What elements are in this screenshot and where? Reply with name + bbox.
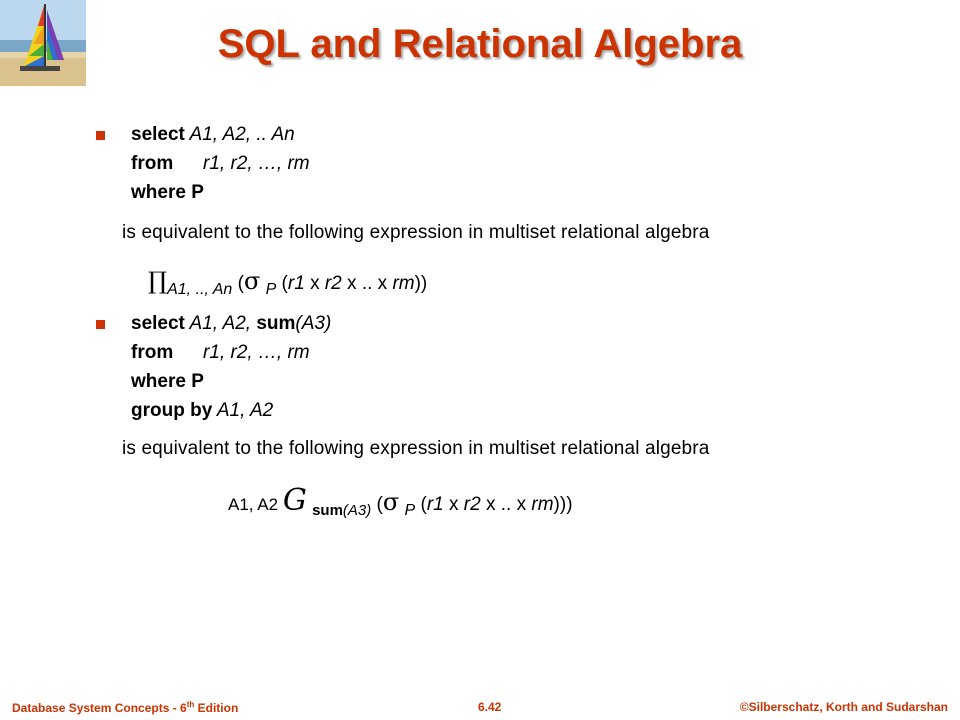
relation-rm: rm [392, 273, 415, 294]
relation-r2: r2 [324, 273, 342, 294]
paren: )) [414, 273, 428, 294]
sql-from-line [131, 153, 310, 175]
paren: ( [371, 494, 383, 515]
product-op: x .. x [480, 494, 532, 515]
footer-book-title [12, 700, 238, 715]
sql-where-line [131, 371, 204, 393]
select-args: A1, A2, [184, 313, 257, 334]
equivalence-sentence-1: is equivalent to the following expression in multiset relational algebra [122, 222, 710, 243]
paren: ( [415, 494, 427, 515]
paren: ( [276, 273, 288, 294]
product-op: x [443, 494, 464, 515]
relation-rm: rm [531, 494, 554, 515]
equivalence-sentence-2: is equivalent to the following expression in multiset relational algebra [122, 438, 710, 459]
relational-algebra-expression-1 [148, 268, 427, 298]
paren: ))) [553, 494, 573, 515]
from-keyword: from [131, 342, 174, 363]
selection-symbol: σ [382, 488, 400, 516]
product-op: x [304, 273, 325, 294]
footer-page-number: 6.42 [478, 700, 502, 714]
from-keyword: from [131, 153, 174, 174]
sum-keyword: sum [256, 313, 296, 334]
sum-args: (A3) [295, 313, 332, 334]
sql-from-line [131, 342, 310, 364]
selection-predicate: P [404, 502, 416, 519]
relational-algebra-expression-2 [228, 483, 573, 519]
slide-title: SQL and Relational Algebra [217, 22, 743, 66]
sum-keyword: sum [312, 502, 343, 519]
sql-group-by-line [131, 400, 273, 422]
square-bullet-icon [96, 131, 105, 140]
projection-attributes: A1, .., An [167, 281, 233, 298]
sql-select-line [131, 124, 295, 146]
paren: ( [232, 273, 244, 294]
sum-args: (A3) [342, 502, 372, 519]
square-bullet-icon [96, 320, 105, 329]
grouping-attributes: A1, A2 [228, 495, 283, 514]
group-by-keyword: group by [131, 400, 213, 421]
from-args: r1, r2, …, rm [203, 342, 310, 363]
selection-predicate: P [265, 281, 277, 298]
sql-select-line [131, 313, 331, 335]
relation-r1: r1 [287, 273, 305, 294]
selection-symbol: σ [243, 267, 261, 295]
select-keyword: select [131, 313, 185, 334]
select-keyword: select [131, 124, 185, 145]
footer-book-name: Database System Concepts - 6 [12, 701, 187, 715]
footer-edition-sup: th [186, 700, 195, 709]
relation-r2: r2 [463, 494, 481, 515]
footer-edition: Edition [194, 701, 239, 715]
sql-where-line [131, 182, 204, 204]
product-op: x .. x [341, 273, 393, 294]
projection-symbol: ∏ [148, 267, 168, 295]
select-args: A1, A2, .. An [184, 124, 295, 145]
group-by-args: A1, A2 [212, 400, 274, 421]
aggregation-symbol: G [282, 483, 307, 518]
footer-copyright: ©Silberschatz, Korth and Sudarshan [739, 700, 948, 714]
relation-r1: r1 [426, 494, 444, 515]
where-keyword: where P [131, 371, 204, 392]
where-keyword: where P [131, 182, 204, 203]
from-args: r1, r2, …, rm [203, 153, 310, 174]
